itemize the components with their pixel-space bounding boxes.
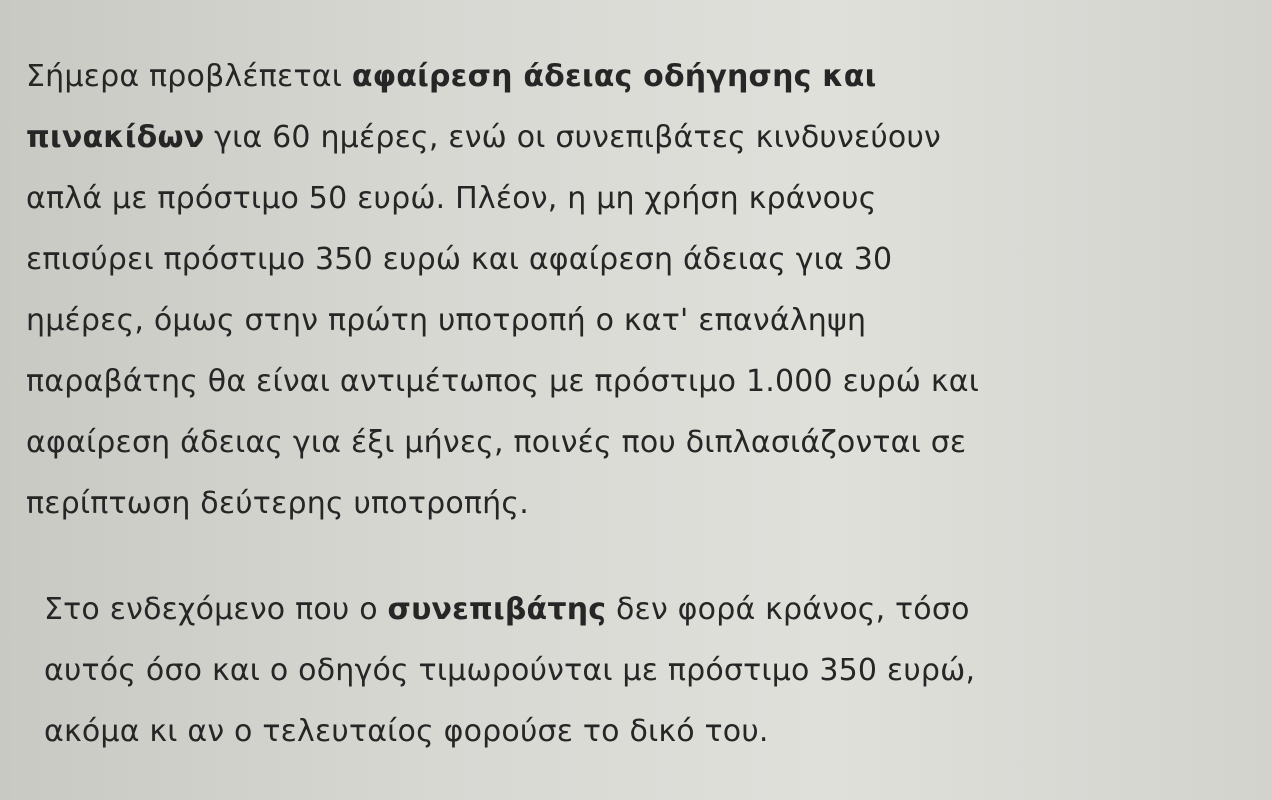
text-line: πινακίδων για 60 ημέρες, ενώ οι συνεπιβάτες κινδυνεύουν	[26, 120, 941, 155]
text-line: αυτός όσο και ο οδηγός τιμωρούνται με πρόστιμο 350 ευρώ,	[44, 653, 976, 688]
text-line: ακόμα κι αν ο τελευταίος φορούσε το δικό του.	[44, 714, 769, 749]
text-line: αφαίρεση άδειας για έξι μήνες, ποινές που διπλασιάζονται σε	[26, 425, 967, 460]
text-line: Σήμερα προβλέπεται αφαίρεση άδειας οδήγησης και	[26, 59, 877, 94]
text-line: απλά με πρόστιμο 50 ευρώ. Πλέον, η μη χρήση κράνους	[26, 181, 877, 216]
text-line: ημέρες, όμως στην πρώτη υποτροπή ο κατ' επανάληψη	[26, 303, 867, 338]
paragraph-penalties	[26, 46, 979, 534]
text-line: παραβάτης θα είναι αντιμέτωπος με πρόστιμο 1.000 ευρώ και	[26, 364, 980, 399]
text-line: περίπτωση δεύτερης υποτροπής.	[26, 486, 529, 521]
text-line: επισύρει πρόστιμο 350 ευρώ και αφαίρεση άδειας για 30	[26, 242, 893, 277]
paragraph-passenger	[44, 579, 975, 762]
text-line: Στο ενδεχόμενο που ο συνεπιβάτης δεν φορά κράνος, τόσο	[44, 592, 970, 627]
